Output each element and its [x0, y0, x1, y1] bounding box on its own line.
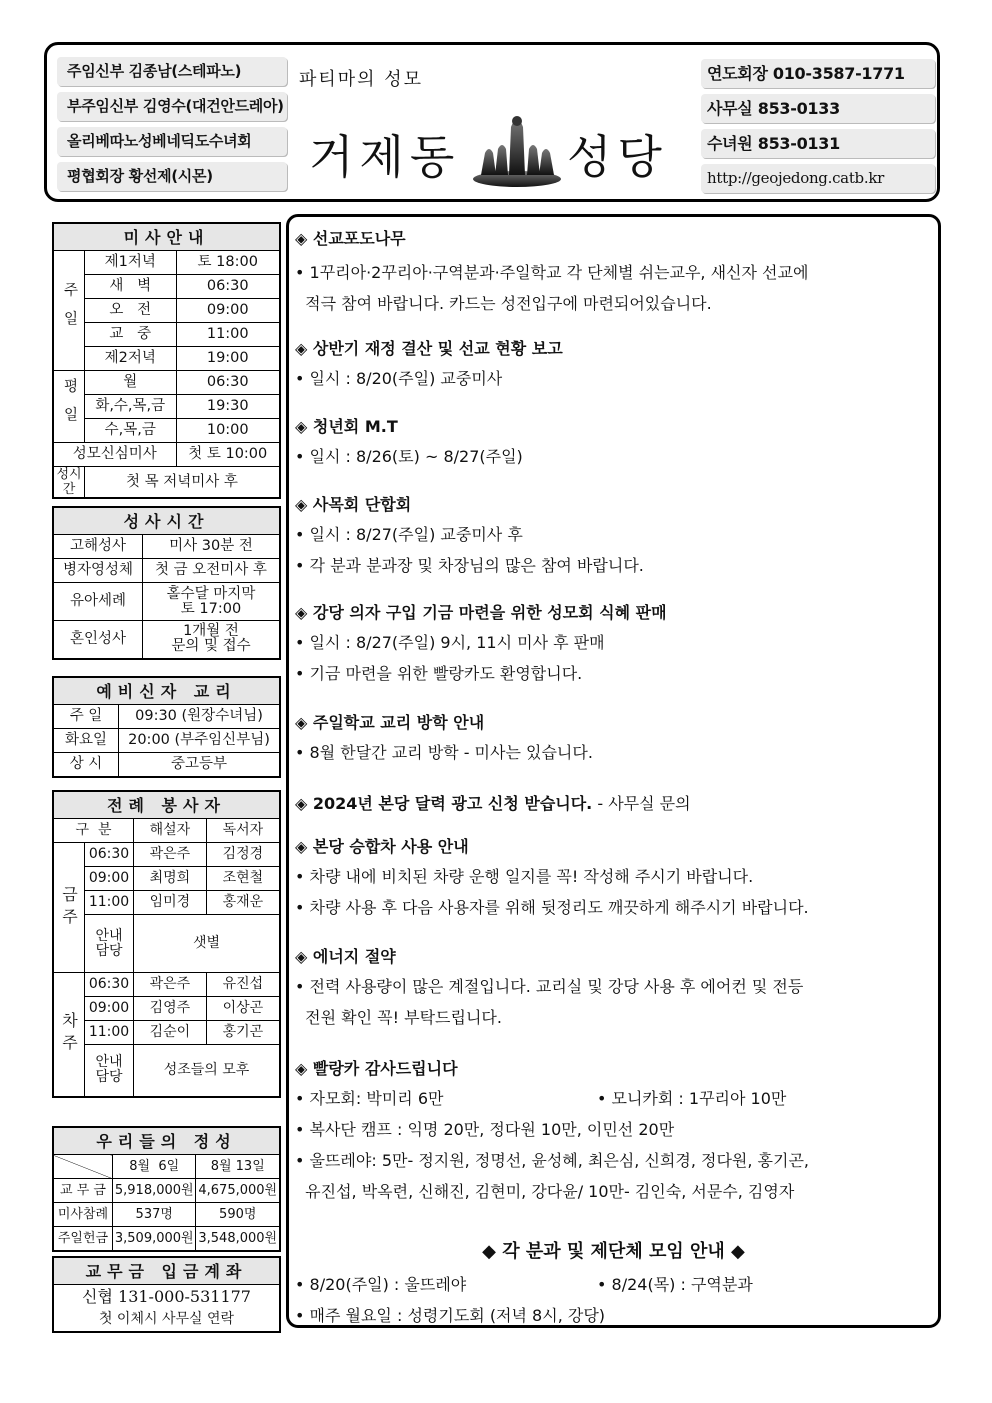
notice-line: • 8월 한달간 교리 방학 - 미사는 있습니다.: [295, 743, 593, 762]
mass-table-title: 미사안내: [53, 223, 280, 251]
notice-title: ◈ 강당 의자 구입 기금 마련을 위한 성모회 식혜 판매: [295, 603, 667, 622]
offering-value: 3,548,000원: [196, 1227, 280, 1252]
notice-line: • 전력 사용량이 많은 계절입니다. 교리실 및 강당 사용 후 에어컨 및 전등: [295, 977, 804, 996]
website-link[interactable]: http://geojedong.catb.kr: [701, 164, 935, 193]
notice-line: • 일시 : 8/26(토) ~ 8/27(주일): [295, 447, 523, 466]
server-reader: 김정경: [206, 843, 280, 867]
notice-title-suffix: - 사무실 문의: [592, 794, 691, 813]
notices-panel: [286, 214, 941, 1328]
mass-extra-label: 성시간: [53, 467, 85, 499]
server-commentator: 김순이: [134, 1021, 207, 1045]
notice-donations: [295, 1059, 932, 1207]
meeting-entry: • 8/24(목) : 구역분과: [597, 1275, 753, 1294]
account-note: 첫 이체시 사무실 연락: [53, 1308, 280, 1332]
catechumen-time: 중고등부: [119, 753, 281, 778]
catechumen-day: 주 일: [53, 705, 119, 729]
sacrament-time-line: 문의 및 접수: [171, 638, 251, 655]
notice-title: ◈ 2024년 본당 달력 광고 신청 받습니다.: [295, 794, 593, 813]
memorial-phone: 연도회장 010-3587-1771: [701, 59, 935, 88]
mass-row-time: 19:00: [176, 347, 280, 371]
mass-row-time: 06:30: [176, 371, 280, 395]
account-number: 신협 131-000-531177: [53, 1285, 280, 1309]
server-time: 06:30: [85, 973, 134, 997]
offering-label: 교 무 금: [53, 1179, 113, 1203]
sacrament-table: [52, 506, 281, 660]
offering-date: 8월 6일: [113, 1155, 196, 1179]
convent-phone: 수녀원 853-0131: [701, 129, 935, 158]
clergy-info: [57, 57, 287, 197]
this-week-label: 금주: [53, 843, 85, 973]
meeting-entry: • 8/20(주일) : 울뜨레야: [295, 1275, 467, 1294]
assistant-pastor-label: 부주임신부 김영수(대건안드레아): [57, 92, 287, 121]
servers-table-title: 전례 봉사자: [53, 791, 280, 819]
mass-row-time: 19:30: [176, 395, 280, 419]
catechumen-table-title: 예비신자 교리: [53, 677, 280, 705]
parish-title-part2: 성당: [567, 130, 668, 184]
notice-finance-report: [295, 339, 932, 394]
notice-line: • 일시 : 8/27(주일) 교중미사 후: [295, 525, 523, 544]
server-reader: 이상곤: [206, 997, 280, 1021]
mass-row-label: 화,수,목,금: [85, 395, 177, 419]
mass-row-time: 10:00: [176, 419, 280, 443]
catechumen-time: 20:00 (부주임신부님): [119, 729, 281, 753]
mass-row-label: 제2저녁: [85, 347, 177, 371]
offering-table-title: 우리들의 정성: [53, 1127, 280, 1155]
meetings-line: • 매주 월요일 : 성령기도회 (저녁 8시, 강당): [295, 1306, 606, 1325]
notice-line: • 일시 : 8/27(주일) 9시, 11시 미사 후 판매: [295, 633, 605, 652]
liturgy-servers-table: [52, 790, 281, 1098]
mass-row-label: 월: [85, 371, 177, 395]
sacrament-time-line: 토 17:00: [180, 600, 242, 617]
account-table-title: 교무금 입금계좌: [53, 1257, 280, 1285]
guide-label: 안내 담당: [85, 915, 134, 973]
sacrament-label: 혼인성사: [53, 621, 143, 659]
mass-row-label: 오 전: [85, 299, 177, 323]
donation-entry: • 자모회: 박미리 6만: [295, 1089, 444, 1108]
notice-line: 적극 참여 바랍니다. 카드는 성전입구에 마련되어있습니다.: [295, 294, 712, 313]
mass-row-time: 09:00: [176, 299, 280, 323]
mass-extra-label: 성모신심미사: [53, 443, 176, 467]
sacrament-time-line: 홀수달 마지막: [166, 585, 256, 602]
server-time: 09:00: [85, 867, 134, 891]
catechumen-table: [52, 676, 281, 778]
notice-mission-vine: [295, 229, 932, 319]
server-time: 06:30: [85, 843, 134, 867]
mass-row-label: 새 벽: [85, 275, 177, 299]
server-time: 11:00: [85, 891, 134, 915]
sunday-label: 주일: [53, 251, 85, 371]
offering-value: 3,509,000원: [113, 1227, 196, 1252]
church-statue-logo: [469, 105, 565, 189]
parish-title-part1: 거제동: [309, 130, 461, 184]
server-time: 09:00: [85, 997, 134, 1021]
sacrament-time: [143, 621, 281, 659]
server-reader: 유진섭: [206, 973, 280, 997]
notice-title: ◈ 주일학교 교리 방학 안내: [295, 713, 485, 732]
meetings-section: [295, 1237, 932, 1331]
sacrament-label: 병자영성체: [53, 559, 143, 583]
office-phone: 사무실 853-0133: [701, 94, 935, 123]
notice-line: • 일시 : 8/20(주일) 교중미사: [295, 369, 503, 388]
weekday-label: 평일: [53, 371, 85, 443]
mass-row-time: 06:30: [176, 275, 280, 299]
server-reader: 조현철: [206, 867, 280, 891]
servers-header: 독서자: [206, 819, 280, 843]
offering-table: [52, 1126, 281, 1252]
notice-title: ◈ 선교포도나무: [295, 229, 406, 248]
notice-title: ◈ 청년회 M.T: [295, 417, 398, 436]
guide-group: 성조들의 모후: [134, 1045, 281, 1097]
contact-info: [701, 59, 935, 199]
notice-van-usage: [295, 837, 932, 923]
servers-header: 구 분: [53, 819, 134, 843]
sacrament-label: 고해성사: [53, 535, 143, 559]
offering-date: 8월 13일: [196, 1155, 280, 1179]
sacrament-time-line: 1개월 전: [183, 623, 239, 640]
notice-sikhye-sale: [295, 603, 932, 689]
offering-value: 4,675,000원: [196, 1179, 280, 1203]
notice-sunday-school: [295, 713, 932, 768]
council-president-label: 평협회장 황선제(시몬): [57, 162, 287, 191]
offering-label: 미사참례: [53, 1203, 113, 1227]
notice-line: • 기금 마련을 위한 빨랑카도 환영합니다.: [295, 664, 583, 683]
mass-row-label: 교 중: [85, 323, 177, 347]
server-commentator: 김영주: [134, 997, 207, 1021]
catechumen-time: 09:30 (원장수녀님): [119, 705, 281, 729]
guide-label: 안내 담당: [85, 1045, 134, 1097]
mass-extra-time: 첫 목 저녁미사 후: [85, 467, 281, 499]
sacrament-time: [143, 583, 281, 621]
donation-entry: • 모니카회 : 1꾸리아 10만: [597, 1089, 787, 1108]
pastor-label: 주임신부 김종남(스테파노): [57, 57, 287, 86]
notice-title: ◈ 에너지 절약: [295, 947, 396, 966]
server-reader: 홍재운: [206, 891, 280, 915]
sisters-label: 올리베따노성베네딕도수녀회: [57, 127, 287, 156]
sacrament-time: 첫 금 오전미사 후: [143, 559, 281, 583]
server-time: 11:00: [85, 1021, 134, 1045]
server-commentator: 임미경: [134, 891, 207, 915]
parish-subtitle: 파티마의 성모: [299, 69, 424, 90]
offering-label: 주일헌금: [53, 1227, 113, 1252]
notice-title: ◈ 본당 승합차 사용 안내: [295, 837, 469, 856]
server-reader: 홍기곤: [206, 1021, 280, 1045]
notice-line: [295, 1083, 932, 1114]
guide-group: 샛별: [134, 915, 281, 973]
notice-energy-saving: [295, 947, 932, 1033]
offering-value: 5,918,000원: [113, 1179, 196, 1203]
account-table: [52, 1256, 281, 1333]
notice-youth-mt: [295, 417, 932, 472]
offering-value: 590명: [196, 1203, 280, 1227]
mass-row-label: 제1저녁: [85, 251, 177, 275]
notice-title: ◈ 사목회 단합회: [295, 495, 412, 514]
next-week-label: 차주: [53, 973, 85, 1097]
mass-row-label: 수,목,금: [85, 419, 177, 443]
notice-line: • 복사단 캠프 : 익명 20만, 정다원 10만, 이민선 20만: [295, 1120, 675, 1139]
meetings-title: ◆ 각 분과 및 제단체 모임 안내 ◆: [482, 1241, 745, 1262]
servers-header: 해설자: [134, 819, 207, 843]
mass-schedule-table: [52, 222, 281, 499]
notice-council-gathering: [295, 495, 932, 581]
notice-line: • 차량 내에 비치된 차량 운행 일지를 꼭! 작성해 주시기 바랍니다.: [295, 867, 754, 886]
server-commentator: 곽은주: [134, 973, 207, 997]
notice-line: • 1꾸리아·2꾸리아·구역분과·주일학교 각 단체별 쉬는교우, 새신자 선교에: [295, 263, 809, 282]
sacrament-table-title: 성사시간: [53, 507, 280, 535]
notice-calendar-ad: [295, 791, 932, 814]
mass-row-time: 토 18:00: [176, 251, 280, 275]
meetings-line: [295, 1269, 932, 1300]
sacrament-time: 미사 30분 전: [143, 535, 281, 559]
catechumen-day: 상 시: [53, 753, 119, 778]
diagonal-cell: [53, 1155, 113, 1179]
offering-value: 537명: [113, 1203, 196, 1227]
notice-line: • 차량 사용 후 다음 사용자를 위해 뒷정리도 깨끗하게 해주시기 바랍니다.: [295, 898, 809, 917]
notice-line: 전원 확인 꼭! 부탁드립니다.: [295, 1008, 502, 1027]
server-commentator: 곽은주: [134, 843, 207, 867]
server-commentator: 최명희: [134, 867, 207, 891]
notice-line: 유진섭, 박옥련, 신해진, 김현미, 강다윤/ 10만- 김인숙, 서문수, 김영자: [295, 1182, 795, 1201]
notice-title: ◈ 상반기 재정 결산 및 선교 현황 보고: [295, 339, 563, 358]
bulletin-header: [44, 42, 940, 202]
mass-extra-time: 첫 토 10:00: [176, 443, 280, 467]
notice-line: • 각 분과 분과장 및 차장님의 많은 참여 바랍니다.: [295, 556, 644, 575]
catechumen-day: 화요일: [53, 729, 119, 753]
notice-line: • 울뜨레야: 5만- 정지원, 정명선, 윤성혜, 최은심, 신희경, 정다원, 홍기곤,: [295, 1151, 810, 1170]
sacrament-label: 유아세례: [53, 583, 143, 621]
notice-title: ◈ 빨랑카 감사드립니다: [295, 1059, 458, 1078]
mass-row-time: 11:00: [176, 323, 280, 347]
